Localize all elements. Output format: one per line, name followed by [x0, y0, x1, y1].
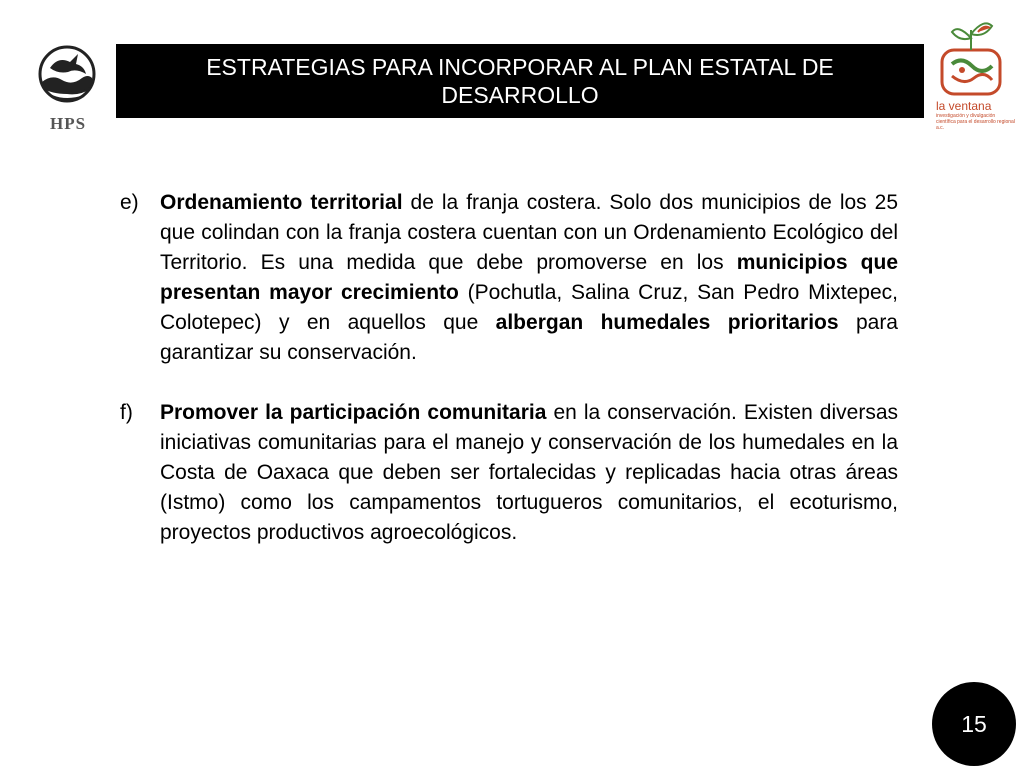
hps-logo-text: HPS [49, 114, 87, 133]
slide-content [120, 188, 898, 578]
slide-title: ESTRATEGIAS PARA INCORPORAR AL PLAN ESTATAL DE DESARROLLO [206, 54, 834, 108]
page-number-badge [932, 682, 1016, 766]
list-item [120, 188, 898, 368]
bold-phrase: Promover la participación comunitaria [160, 401, 547, 424]
la-ventana-logo-subtitle: investigación y divulgación científica para el desarrollo regional a.c. [936, 113, 1015, 131]
la-ventana-logo [934, 16, 1010, 98]
bold-phrase: Ordenamiento territorial [160, 191, 403, 214]
text-span: (Pochutla, Salina Cruz, San Pedro Mixtepec, Colotepec) y en aquellos que [160, 281, 899, 334]
page-number: 15 [961, 710, 987, 737]
bold-phrase: municipios que presentan mayor crecimiento [160, 251, 899, 304]
list-item-marker: e) [120, 191, 139, 214]
list-item-text [160, 188, 898, 368]
list-item-text [160, 398, 898, 548]
text-span: de la franja costera. Solo dos municipios de los 25 que colindan con la franja costera cuentan con un Ordenamiento Ecológico del Territorio. Es una medida que debe promoverse en los [160, 191, 899, 274]
text-span: para garantizar su conservación. [160, 311, 898, 364]
bold-phrase: albergan humedales prioritarios [495, 311, 839, 334]
list-item [120, 398, 898, 548]
slide-title-bar [116, 44, 924, 118]
list-item-marker: f) [120, 401, 133, 424]
la-ventana-logo-name: la ventana [936, 99, 992, 113]
text-span: en la conservación. Existen diversas iniciativas comunitarias para el manejo y conservación de los humedales en la Costa de Oaxaca que deben ser fortalecidas y replicadas hacia otras áreas (Istmo) como los campamentos tortugueros comunitarios, el ecoturismo, proyectos productivos agroecológicos. [160, 401, 898, 544]
